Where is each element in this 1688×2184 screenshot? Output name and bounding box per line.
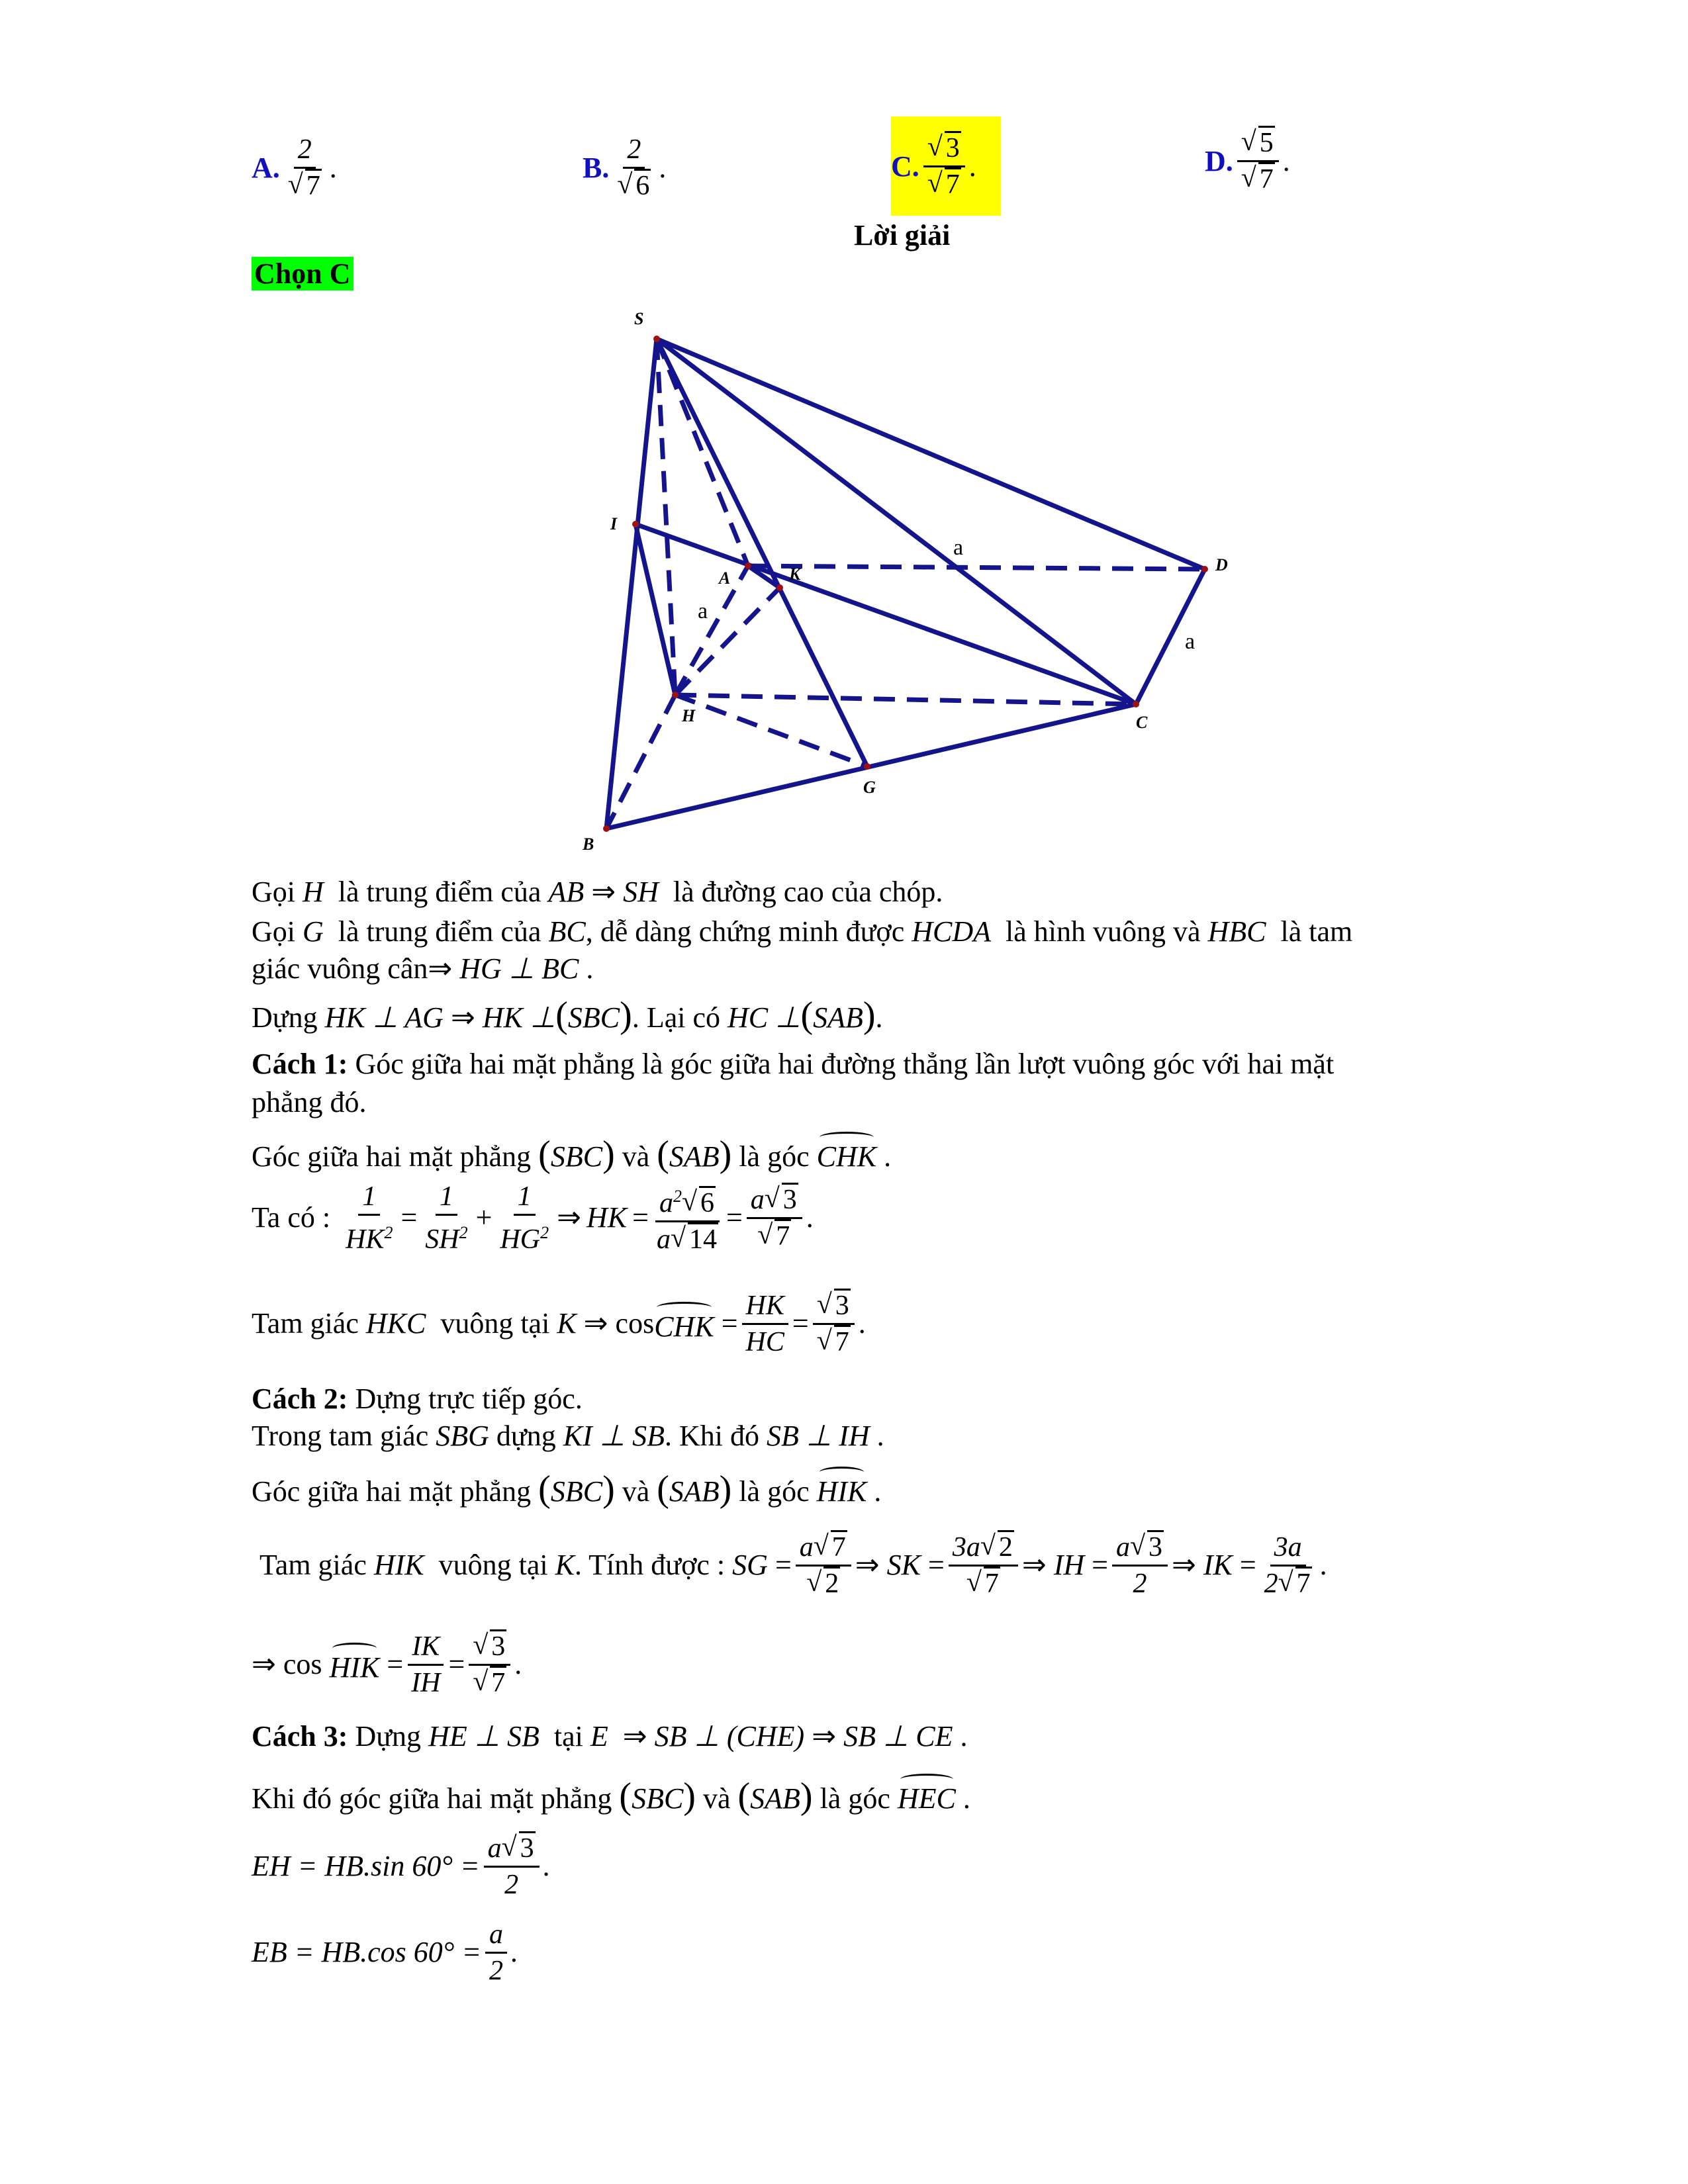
option-d-letter: D. (1205, 145, 1233, 177)
option-a-fraction: 2 √ 7 (284, 132, 326, 203)
point-K-label: K (789, 565, 801, 584)
line-16: Khi đó góc giữa hai mặt phẳng (SBC) và (SAB) là góc HEC . (252, 1774, 970, 1817)
edge-SH (657, 339, 675, 695)
option-c[interactable]: C. √ 3 √ 7 . (891, 116, 1001, 216)
point-A-label: A (719, 569, 731, 588)
line-7: Góc giữa hai mặt phẳng (SBC) và (SAB) là góc CHK . (252, 1132, 891, 1175)
choice-badge: Chọn C (252, 257, 353, 291)
point-H-label: H (682, 706, 696, 725)
edge-HC (675, 695, 1136, 704)
line-2: Gọi G là trung điểm của BC, dễ dàng chứng minh được HCDA là hình vuông và HBC là tam (252, 915, 1353, 948)
line-12: Góc giữa hai mặt phẳng (SBC) và (SAB) là góc HIK . (252, 1467, 881, 1510)
line-8-formula: Ta có : $\frac{1}{HK^2}$ = $\frac{1}{SH^2}$ + $\frac{1}{HG^2}$ ⇒ HK = $a^2$ √ 6 a √ 14 = a √ 3 √ 7 . (252, 1185, 814, 1251)
edge-SG (657, 339, 867, 766)
side-label-dc: a (1185, 629, 1196, 654)
point-C-label: C (1136, 713, 1148, 732)
option-d[interactable]: D. √ 5 √ 7 . (1205, 126, 1290, 197)
option-b[interactable]: B. 2 √ 6 . (583, 132, 666, 203)
line-10: Cách 2: Dựng trực tiếp góc. (252, 1383, 583, 1415)
point-S-label: S (634, 309, 644, 328)
option-d-fraction: √ 5 √ 7 (1237, 126, 1279, 197)
point-I-label: I (610, 514, 618, 533)
edge-SC (657, 339, 1136, 704)
line-15: Cách 3: Dựng HE ⊥ SB tại E ⇒ SB ⊥ (CHE) ⇒ SB ⊥ CE . (252, 1720, 968, 1752)
line-9-formula: Tam giác HKC vuông tại K ⇒ cos CHK = $\frac{HK}{HC}$ = √ 3 √ 7 . (252, 1289, 866, 1357)
line-4: Dựng HK ⊥ AG ⇒ HK ⊥(SBC). Lại có HC ⊥(SAB). (252, 995, 883, 1036)
line-14-formula: ⇒ cos HIK = $\frac{IK}{IH}$ = √ 3 √ 7 . (252, 1629, 522, 1698)
point-G-label: G (863, 778, 876, 797)
line-11: Trong tam giác SBG dựng KI ⊥ SB. Khi đó SB ⊥ IH . (252, 1420, 884, 1452)
option-a[interactable]: A. 2 √ 7 . (252, 132, 337, 203)
line-1: Gọi H là trung điểm của AB ⇒ SH là đường cao của chóp. (252, 876, 943, 908)
side-label-ad: a (953, 535, 964, 560)
option-b-letter: B. (583, 152, 610, 184)
edge-AD (748, 566, 1205, 569)
line-18-formula: EB = HB.cos 60° = $\frac{a}{2}$ . (252, 1913, 518, 1992)
edge-SD (657, 339, 1205, 569)
edge-IC (635, 524, 1136, 704)
edge-HA (675, 566, 748, 695)
line-17-formula: EH = HB.sin 60° = a √ 3 2 . (252, 1831, 551, 1900)
solution-heading: Lời giải (854, 219, 951, 251)
option-c-letter: C. (891, 150, 919, 183)
pyramid-figure (0, 0, 1688, 874)
line-3: giác vuông cân⇒ HG ⊥ BC . (252, 952, 594, 985)
point-B-label: B (583, 835, 594, 854)
line-6: phẳng đó. (252, 1086, 367, 1118)
option-c-fraction: √ 3 √ 7 (923, 131, 965, 202)
side-label-ah: a (698, 599, 708, 623)
line-13-formula: Tam giác HIK vuông tại K . Tính được : SG = a √ 7 √ 2 ⇒ SK = 3a √ 2 √ 7 ⇒ IH = a √ 3 2 ⇒ IK = 3a 2 √ 7 . (259, 1530, 1327, 1599)
line-5: Cách 1: Góc giữa hai mặt phẳng là góc giữa hai đường thẳng lần lượt vuông góc với hai mặt (252, 1048, 1335, 1080)
option-b-fraction: 2 √ 6 (613, 132, 655, 203)
point-D-label: D (1215, 555, 1228, 574)
option-a-letter: A. (252, 152, 280, 184)
